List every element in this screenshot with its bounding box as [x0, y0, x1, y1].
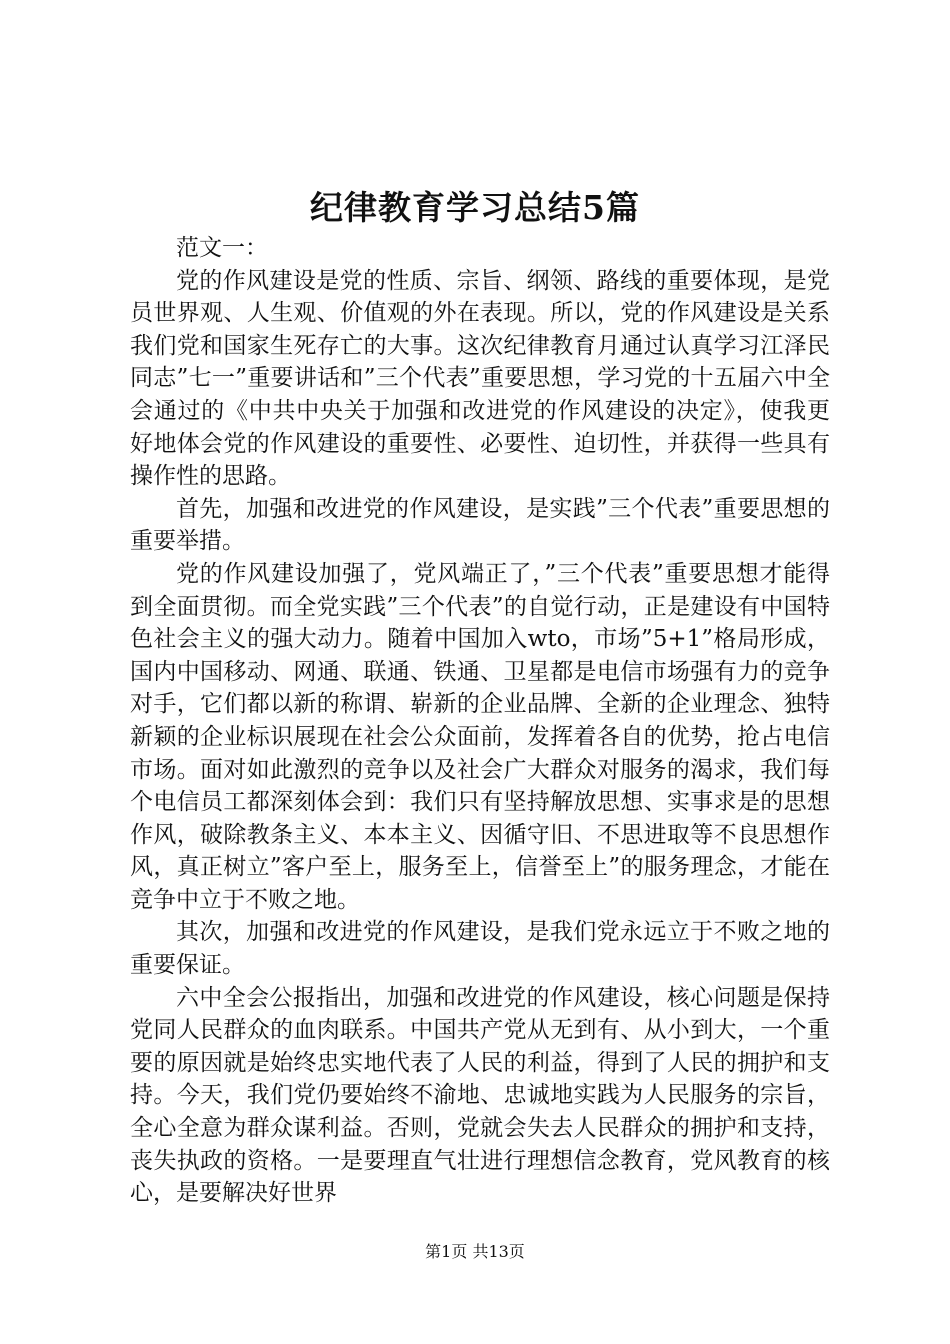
page-number-footer: 第1页 共13页: [425, 1242, 525, 1261]
document-title: 纪律教育学习总结5篇: [310, 188, 640, 227]
paragraph: 首先，加强和改进党的作风建设，是实践”三个代表”重要思想的重要举措。: [130, 495, 830, 555]
paragraph: 六中全会公报指出，加强和改进党的作风建设，核心问题是保持党同人民群众的血肉联系。中国共产党从无到有、从小到大，一个重要的原因就是始终忠实地代表了人民的利益，得到了人民的拥护和支持。今天，我们党仍要始终不渝地、忠诚地实践为人民服务的宗旨，全心全意为群众谋利益。否则，党就会失去人民群众的拥护和支持，丧失执政的资格。一是要理直气壮进行理想信念教育，党风教育的核心，是要解决好世界: [130, 984, 830, 1207]
paragraph: 其次，加强和改进党的作风建设，是我们党永远立于不败之地的重要保证。: [130, 919, 830, 979]
paragraph: 党的作风建设加强了，党风端正了，”三个代表”重要思想才能得到全面贯彻。而全党实践”三个代表”的自觉行动，正是建设有中国特色社会主义的强大动力。随着中国加入wto，市场”5+1”格局形成，国内中国移动、网通、联通、铁通、卫星都是电信市场强有力的竞争对手，它们都以新的称谓、崭新的企业品牌、全新的企业理念、独特新颖的企业标识展现在社会公众面前，发挥着各自的优势，抢占电信市场。面对如此激烈的竞争以及社会广大群众对服务的渴求，我们每个电信员工都深刻体会到：我们只有坚持解放思想、实事求是的思想作风，破除教条主义、本本主义、因循守旧、不思进取等不良思想作风，真正树立”客户至上，服务至上，信誉至上”的服务理念，才能在竞争中立于不败之地。: [130, 560, 830, 913]
paragraph: 党的作风建设是党的性质、宗旨、纲领、路线的重要体现，是党员世界观、人生观、价值观的外在表现。所以，党的作风建设是关系我们党和国家生死存亡的大事。这次纪律教育月通过认真学习江泽民同志”七一”重要讲话和”三个代表”重要思想，学习党的十五届六中全会通过的《中共中央关于加强和改进党的作风建设的决定》，使我更好地体会党的作风建设的重要性、必要性、迫切性，并获得一些具有操作性的思路。: [130, 267, 830, 490]
paragraph: 范文一：: [176, 235, 268, 261]
document-body: [130, 232, 830, 1210]
